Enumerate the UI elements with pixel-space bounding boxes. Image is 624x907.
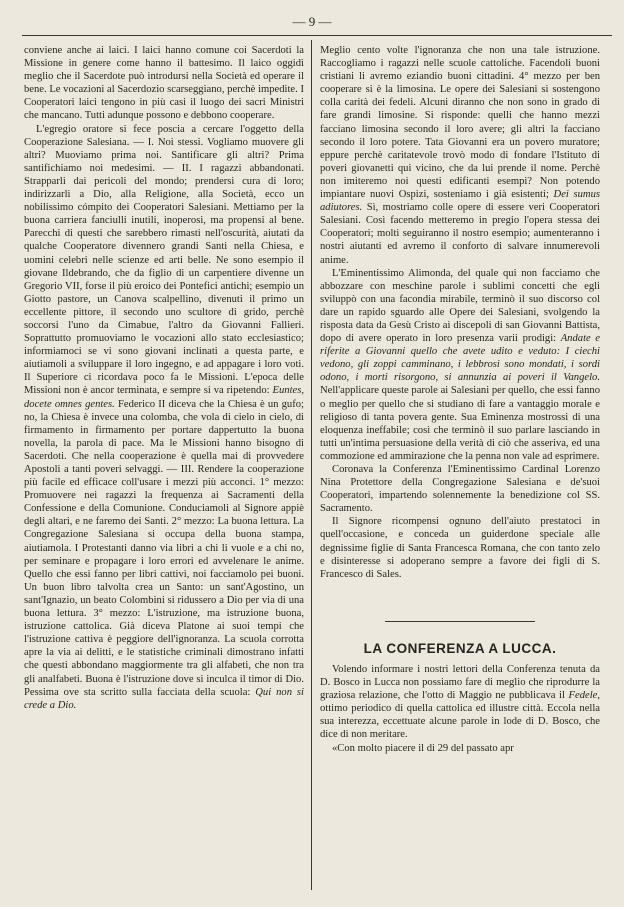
header-rule	[22, 35, 612, 36]
right-column	[320, 44, 600, 755]
page-number: — 9 —	[292, 14, 332, 29]
section-heading: LA CONFERENZA A LUCCA.	[363, 640, 557, 656]
right-italic-motto: Dei sumus adiutores.	[320, 189, 600, 214]
right-paragraph-1	[320, 44, 600, 267]
left-paragraph-1: conviene anche ai laici. I laici hanno comune coi Sacerdoti la Missione in genere come hanno il battesimo. Il laico oggidì meglio che il Sacerdote può introdursi nella Società ed operare il bene. Le vocazioni al Sacerdozio scarseggiano, perchè impedite. I Cooperatori laici tengono in più casi il luogo dei sacri Ministri che mancano. Tutti adunque possono e debbono cooperare.	[24, 45, 304, 122]
left-paragraph-2-text: L'egregio oratore si fece poscia a cercare l'oggetto della Cooperazione Salesiana. — I. Noi stessi. Vogliamo muovere gli altri? Muoviamo prima noi. Santificare gli altri? Prima santifichiamo noi medesimi. — II. I ragazzi abbandonati. Strapparli dai pericoli del mondo; prendersi cura di loro; indirizzarli a Dio, alla Religione, alla Società, ecco un nobilissimo cómpito dei Cooperatori Salesiani. Mettiamo per la buona carriera fanciulli inutili, inoperosi, ma propensi al bene. Parecchi di questi che sarebbero rimasti nell'oscurità, aiutati da qualche Cooperatore divennero grandi Santi nella Chiesa, e uomini celebri nelle scienze ed arti belle. Ne sono esempio il giovane Ildebrando, che da figlio di un carpentiere divenne un Gregorio VII, forse il più eroico dei Pontefici antichi; esempio un Giotto pastore, un Canova scalpellino, divenuti il primo un eccellente pittore, il secondo uno scultore di grido, perchè soccorsi l'uno da Cimabue, l'altro da Giovanni Fallieri. Soprattutto promuoviamo le vocazioni allo stato ecclesiastico; informiamoci se vi sono giovani inclinati a questa parte, e aiutiamoli a sviluppare il loro ingegno, e ad appagare i loro voti. Il Superiore ci ricordava poco fa le Missioni. L'epoca delle Missioni non è ancor terminata, e sempre si va ripetendo:	[24, 123, 304, 397]
left-paragraph-2-cont: Federico II diceva che la Chiesa è un gufo; no, la Chiesa è invece una colomba, che vola di cielo in cielo, di firmamento in firmamento per portare dappertutto la buona novella, la parola di pace. Ma le Missioni hanno bisogno di Sacerdoti. Che nella cooperazione è quella mai di provvedere Apostoli a tanti poveri selvaggi. — III. Rendere la cooperazione più facile ed efficace coll'usare i mezzi più acconci. 1° mezzo: Promuovere nei ragazzi la frequenza ai Sacramenti della Confessione e della Comunione. Conduciamoli al Signore appiè degli altari, e ne faremo dei Santi. 2° mezzo: La buona lettura. La Congregazione Salesiana si occupa della buona stampa, aiutiamola. I Protestanti danno via libri a chi li vuole e a chi no, per seminare e propagare i loro errori ed avvelenare le anime. Quello che essi fanno per libri cattivi, noi facciamolo pei buoni. Un buon libro talvolta crea un Santo: un sant'Agostino, un sant'Ignazio, un beato Colombini si ridussero a Dio per via di una buona lettura. 3° mezzo: L'istruzione, ma istruzione buona, istruzione cattolica. Già diceva Platone ai suoi tempi che l'istruzione cattiva è peggiore dell'ignoranza. La scuola corrotta apre la via ai delitti, e le statistiche criminali dimostrano infatti che questi abbondano maggiormente tra gli alfabeti, che non tra gli analfabeti. Buona è l'istruzione dove si inculca il timor di Dio. Pessima ove sta scritto sulla facciata della scuola:	[24, 398, 304, 698]
left-column	[24, 44, 304, 712]
lucca-paragraph	[320, 663, 600, 742]
right-paragraph-4: Il Signore ricompensi ognuno dell'aiuto prestatoci in quell'occasione, e conceda un guiderdone speciale alle degnissime figlie di Santa Francesca Romana, che con tanto zelo e disinteresse si adoperano sempre a favore dei figli di S. Francesco di Sales.	[320, 516, 600, 580]
left-paragraph-2	[24, 123, 304, 712]
right-italic-gospel: Andate e riferite a Giovanni quello che avete udito e veduto: I ciechi vedono, gli zoppi camminano, i lebbrosi sono mondati, i sordi odono, i morti risorgono, si annunzia ai poveri il Vangelo.	[320, 333, 600, 384]
lucca-paragraph-text: Volendo informare i nostri lettori della Conferenza tenuta da D. Bosco in Lucca non possiamo fare di meglio che riprodurre la graziosa relazione, che l'otto di Maggio ne pubblicava il	[320, 663, 600, 702]
right-paragraph-1-text: Meglio cento volte l'ignoranza che non una tale istruzione. Raccogliamo i ragazzi nelle scuole cattoliche. Facendoli buoni cristiani li avremo eziandio buoni cittadini. 4° mezzo per ben cooperare si è la limosina. Le opere dei Salesiani si sostengono colla carità dei fedeli. Alcuni diranno che non sono in grado di fare grandi limosine. Si risponde: quelli che hanno mezzi facciano limosina secondo il loro avere; gli altri la facciano secondo il loro potere. Tata Giovanni era un povero muratore; eppure perchè caritatevole trovò modo di fondare l'Istituto di poveri giovanetti qui vicino, che da lui prende il nome. Perchè non imiteremo noi questi edificanti esempi? Non potendo impiantare nuovi Ospizi, sosteniamo i già esistenti;	[320, 45, 600, 201]
right-paragraph-1-cont: Sì, mostriamo colle opere di essere veri Cooperatori Salesiani. Così facendo metteremo in pregio l'opera stessa dei Cooperatori; molti seguiranno il nostro esempio; aumenteranno i nostri aiutanti ed avremo il conforto di salvare innumerevoli anime.	[320, 202, 600, 266]
right-paragraph-3: Coronava la Conferenza l'Eminentissimo Cardinal Lorenzo Nina Protettore della Congregazione Salesiana e de'suoi Cooperatori, impartendo solennemente la benedizione col SS. Sacramento.	[320, 464, 600, 515]
lucca-italic-title: Fedele	[568, 690, 598, 702]
right-paragraph-2-text: L'Eminentissimo Alimonda, del quale qui non facciamo che abbozzare con meschine parole i sublimi concetti che egli sviluppò con una facondia mirabile, terminò il suo discorso col dare un rapido sguardo alle Opere dei Salesiani, svolgendo la risposta data da Gesù Cristo ai discepoli di san Giovanni Battista, dopo di avere operato in loro presenza varii prodigi:	[320, 267, 600, 345]
lucca-quote: «Con molto piacere il di 29 del passato apr	[332, 742, 514, 754]
lucca-paragraph-cont: , ottimo periodico di quella cattolica ed illustre città. Eccola nella sua interezza, eccettuate alcune parole in lode di D. Bosco, che dice di non meritare.	[320, 690, 600, 741]
left-italic-quote: Euntes, docete omnes gentes.	[24, 385, 304, 410]
section-separator	[385, 621, 535, 622]
right-paragraph-2	[320, 267, 600, 463]
right-paragraph-2-cont: Nell'applicare queste parole ai Salesiani per quello, che essi fanno o meglio per quello che si studiano di fare a vantaggio morale e religioso di tanta povera gente. Sua Eminenza mostrossi di una eloquenza ineffabile; così che terminò il suo parlare lasciando in tutti un'intima persuasione della verità di ciò che asseriva, ed una commozione ed ammirazione che la penna non vale ad esprimere.	[320, 385, 600, 462]
left-italic-school-motto: Qui non si crede a Dio.	[24, 686, 304, 711]
column-divider	[311, 40, 312, 890]
